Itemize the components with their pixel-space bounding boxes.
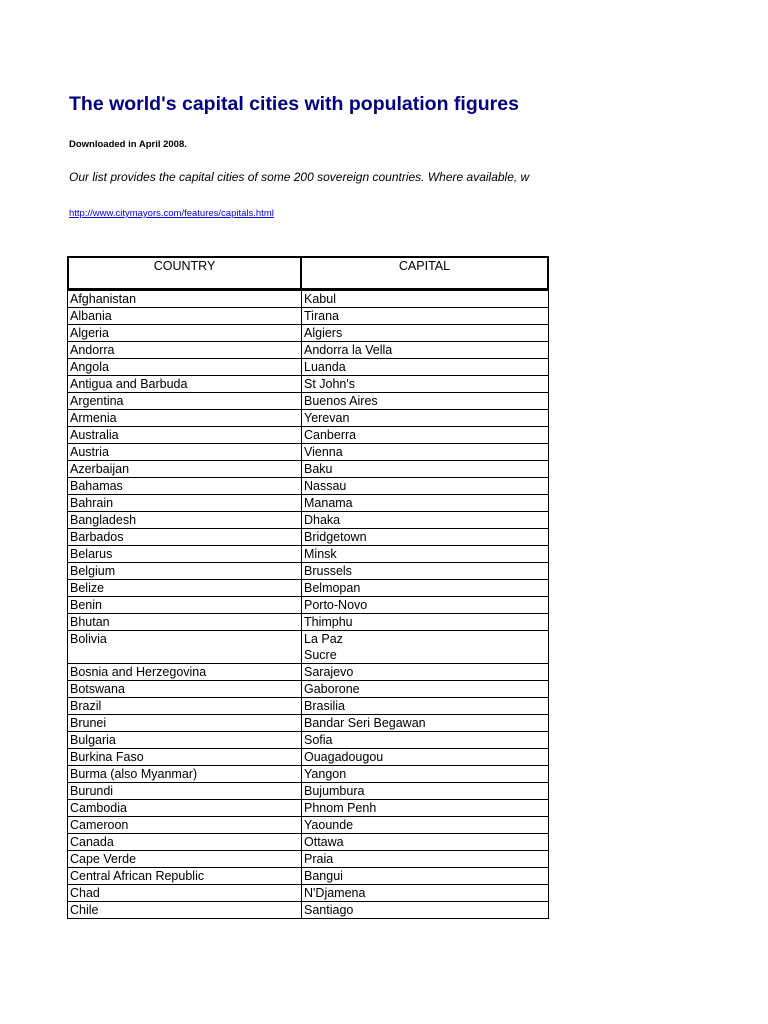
capital-name: Luanda xyxy=(304,360,346,374)
table-row xyxy=(68,749,548,766)
table-row xyxy=(68,290,548,308)
capital-name: Praia xyxy=(304,852,334,866)
table-row xyxy=(68,597,548,614)
capital-name: Belmopan xyxy=(304,581,361,595)
capital-name: Sarajevo xyxy=(304,665,354,679)
capital-cell xyxy=(302,817,548,833)
country-cell: Belize xyxy=(68,580,302,596)
country-cell: Chile xyxy=(68,902,302,918)
country-cell: Armenia xyxy=(68,410,302,426)
table-row xyxy=(68,664,548,681)
table-row xyxy=(68,376,548,393)
country-cell: Burma (also Myanmar) xyxy=(68,766,302,782)
header-capital: CAPITAL xyxy=(398,259,451,273)
capital-cell xyxy=(302,376,548,392)
table-header-row xyxy=(67,256,549,290)
source-link[interactable]: http://www.citymayors.com/features/capitals.html xyxy=(69,208,274,219)
capital-cell xyxy=(302,291,548,307)
country-cell: Austria xyxy=(68,444,302,460)
capital-cell xyxy=(302,563,548,579)
capital-cell xyxy=(302,512,548,528)
capital-cell xyxy=(302,783,548,799)
country-cell: Bahrain xyxy=(68,495,302,511)
table-row xyxy=(68,393,548,410)
capital-cell xyxy=(302,546,548,562)
capital-name: Algiers xyxy=(304,326,343,340)
table-row xyxy=(68,614,548,631)
table-row xyxy=(68,410,548,427)
capital-name: Kabul xyxy=(304,292,336,306)
capital-name: Andorra la Vella xyxy=(304,343,393,357)
table-row xyxy=(68,580,548,597)
capital-name: Yerevan xyxy=(304,411,350,425)
capital-cell xyxy=(302,308,548,324)
capital-name: Santiago xyxy=(304,903,354,917)
country-cell: Angola xyxy=(68,359,302,375)
table-row xyxy=(68,512,548,529)
country-cell: Barbados xyxy=(68,529,302,545)
download-date-note: Downloaded in April 2008. xyxy=(69,139,187,150)
table-row xyxy=(68,783,548,800)
table-row xyxy=(68,800,548,817)
capital-cell xyxy=(302,766,548,782)
capital-cell xyxy=(302,732,548,748)
page-title: The world's capital cities with population figures xyxy=(69,93,519,115)
country-cell: Andorra xyxy=(68,342,302,358)
capital-cell xyxy=(302,325,548,341)
table-row xyxy=(68,342,548,359)
capital-name: Baku xyxy=(304,462,333,476)
table-row xyxy=(68,444,548,461)
table-row xyxy=(68,868,548,885)
capital-cell xyxy=(302,427,548,443)
capital-cell xyxy=(302,631,548,663)
table-body xyxy=(67,290,549,919)
country-cell: Albania xyxy=(68,308,302,324)
country-cell: Belarus xyxy=(68,546,302,562)
country-cell: Botswana xyxy=(68,681,302,697)
table-row xyxy=(68,698,548,715)
capital-cell xyxy=(302,834,548,850)
country-cell: Cape Verde xyxy=(68,851,302,867)
country-cell: Antigua and Barbuda xyxy=(68,376,302,392)
country-cell: Brazil xyxy=(68,698,302,714)
capital-cell xyxy=(302,495,548,511)
capital-name: Ottawa xyxy=(304,835,344,849)
capital-cell xyxy=(302,478,548,494)
capital-name: Canberra xyxy=(304,428,357,442)
capital-name: Vienna xyxy=(304,445,343,459)
capital-cell xyxy=(302,800,548,816)
capital-cell xyxy=(302,342,548,358)
capital-name: Ouagadougou xyxy=(304,750,384,764)
capital-cell xyxy=(302,410,548,426)
capital-cell xyxy=(302,681,548,697)
country-cell: Cambodia xyxy=(68,800,302,816)
table-row xyxy=(68,817,548,834)
table-row xyxy=(68,766,548,783)
capital-name: Porto-Novo xyxy=(304,598,368,612)
table-row xyxy=(68,563,548,580)
capital-cell xyxy=(302,851,548,867)
country-cell: Bolivia xyxy=(68,631,302,663)
header-country: COUNTRY xyxy=(69,258,302,288)
table-row xyxy=(68,715,548,732)
capital-cell xyxy=(302,902,548,918)
capital-name: Sofia xyxy=(304,733,333,747)
capital-name: Bridgetown xyxy=(304,530,367,544)
table-row xyxy=(68,478,548,495)
country-cell: Bhutan xyxy=(68,614,302,630)
table-row xyxy=(68,902,548,919)
table-row xyxy=(68,546,548,563)
country-cell: Argentina xyxy=(68,393,302,409)
country-cell: Brunei xyxy=(68,715,302,731)
country-cell: Burkina Faso xyxy=(68,749,302,765)
table-row xyxy=(68,427,548,444)
capital-name: N'Djamena xyxy=(304,886,366,900)
table-row xyxy=(68,495,548,512)
capital-name: Thimphu xyxy=(304,615,353,629)
capital-cell xyxy=(302,664,548,680)
table-row xyxy=(68,461,548,478)
table-row xyxy=(68,325,548,342)
country-cell: Benin xyxy=(68,597,302,613)
capital-name: Buenos Aires xyxy=(304,394,378,408)
country-cell: Belgium xyxy=(68,563,302,579)
capital-name: Yangon xyxy=(304,767,347,781)
country-cell: Afghanistan xyxy=(68,291,302,307)
capital-cell xyxy=(302,885,548,901)
table-row xyxy=(68,681,548,698)
capital-name: Brussels xyxy=(304,564,352,578)
capital-name: Bandar Seri Begawan xyxy=(304,716,426,730)
capital-name: Dhaka xyxy=(304,513,341,527)
capital-name: Yaounde xyxy=(304,818,354,832)
capital-cell xyxy=(302,749,548,765)
capital-cell xyxy=(302,580,548,596)
country-cell: Bahamas xyxy=(68,478,302,494)
country-cell: Chad xyxy=(68,885,302,901)
intro-paragraph: Our list provides the capital cities of some 200 sovereign countries. Where available, w xyxy=(69,170,530,184)
capital-cell xyxy=(302,529,548,545)
capital-name: Manama xyxy=(304,496,353,510)
capital-name: Tirana xyxy=(304,309,339,323)
capital-name: Minsk xyxy=(304,547,337,561)
capital-cell xyxy=(302,393,548,409)
country-cell: Bangladesh xyxy=(68,512,302,528)
capital-cell xyxy=(302,461,548,477)
country-cell: Bosnia and Herzegovina xyxy=(68,664,302,680)
capital-cell xyxy=(302,359,548,375)
table-row xyxy=(68,631,548,664)
table-row xyxy=(68,851,548,868)
country-cell: Azerbaijan xyxy=(68,461,302,477)
capital-cell xyxy=(302,614,548,630)
country-cell: Burundi xyxy=(68,783,302,799)
capital-cell xyxy=(302,715,548,731)
country-cell: Canada xyxy=(68,834,302,850)
capital-name: La Paz xyxy=(304,632,343,646)
capitals-table xyxy=(67,256,549,919)
country-cell: Algeria xyxy=(68,325,302,341)
table-row xyxy=(68,885,548,902)
capital-cell xyxy=(302,698,548,714)
capital-name: Bujumbura xyxy=(304,784,365,798)
table-row xyxy=(68,359,548,376)
table-row xyxy=(68,529,548,546)
capital-name: St John's xyxy=(304,377,356,391)
table-row xyxy=(68,732,548,749)
capital-cell xyxy=(302,597,548,613)
capital-name: Sucre xyxy=(304,648,337,662)
capital-cell xyxy=(302,444,548,460)
capital-name: Phnom Penh xyxy=(304,801,377,815)
country-cell: Bulgaria xyxy=(68,732,302,748)
table-row xyxy=(68,308,548,325)
country-cell: Australia xyxy=(68,427,302,443)
country-cell: Central African Republic xyxy=(68,868,302,884)
capital-name: Brasilia xyxy=(304,699,345,713)
table-row xyxy=(68,834,548,851)
capital-name: Bangui xyxy=(304,869,343,883)
capital-cell xyxy=(302,868,548,884)
capital-name: Nassau xyxy=(304,479,347,493)
country-cell: Cameroon xyxy=(68,817,302,833)
capital-name: Gaborone xyxy=(304,682,360,696)
